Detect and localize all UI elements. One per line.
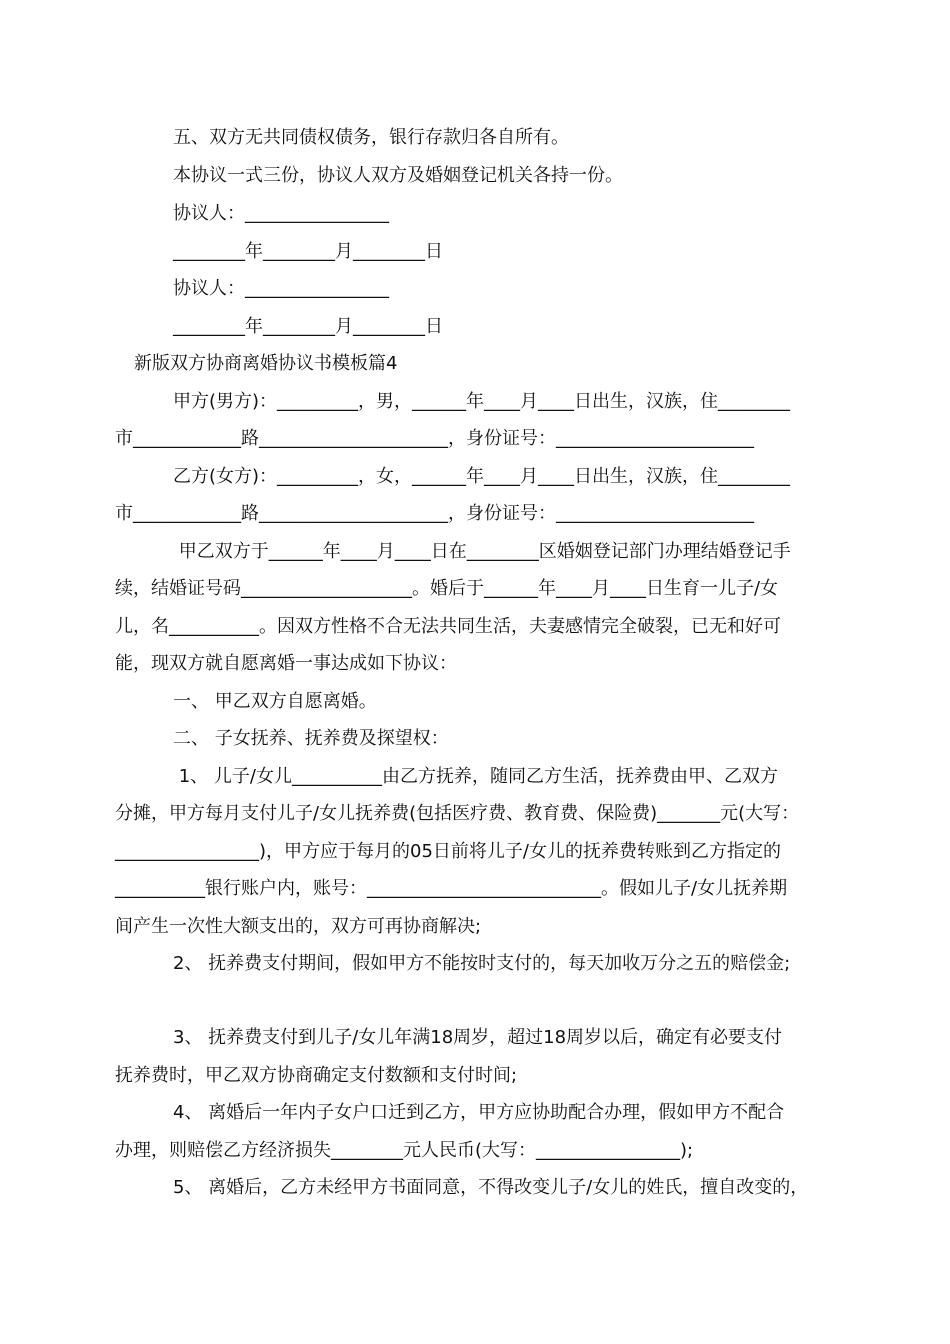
item-4-line-1: 4、 离婚后一年内子女户口迁到乙方，甲方应协助配合办理，假如甲方不配合 [173,1102,785,1123]
party-b-line-1: 乙方(女方)：_________，女，______年____月____日出生，汉族，住________ [173,466,791,487]
signatory-line-2: 协议人：________________ [173,278,389,299]
item-3-line-1: 3、 抚养费支付到儿子/女儿年满18周岁，超过18周岁以后，确定有必要支付 [173,1027,783,1048]
section-title: 新版双方协商离婚协议书模板篇4 [134,353,398,374]
clause-one: 一、 甲乙双方自愿离婚。 [173,691,377,712]
party-a-line-1: 甲方(男方)：_________，男，______年____月____日出生，汉族，住________ [173,391,791,412]
item-5-line-1: 5、 离婚后，乙方未经甲方书面同意，不得改变儿子/女儿的姓氏，擅自改变的， [173,1177,809,1198]
item-1-line-3: ________________)，甲方应于每月的05日前将儿子/女儿的抚养费转账到乙方指定的 [115,841,781,862]
item-3-line-2: 抚养费时，甲乙双方协商确定支付数额和支付时间; [115,1065,518,1086]
signatory-line-1: 协议人：________________ [173,203,389,224]
clause-five: 五、双方无共同债权债务，银行存款归各自所有。 [173,127,569,148]
item-1-line-4: __________银行账户内，账号：__________________________。假如儿子/女儿抚养期 [115,878,788,899]
marriage-para-line-4: 能，现双方就自愿离婚一事达成如下协议： [115,653,457,674]
copies-statement: 本协议一式三份，协议人双方及婚姻登记机关各持一份。 [173,165,623,186]
date-line-2: ________年________月________日 [173,316,443,337]
marriage-para-line-2: 续，结婚证号码___________________。婚后于______年____月____日生育一儿子/女 [115,578,779,599]
item-1-line-1: 1、 儿子/女儿__________由乙方抚养，随同乙方生活，抚养费由甲、乙双方 [173,766,778,787]
party-a-line-2: 市____________路_____________________，身份证号：______________________ [115,428,754,449]
item-4-line-2: 办理，则赔偿乙方经济损失________元人民币(大写：________________); [115,1140,694,1161]
marriage-para-line-1: 甲乙双方于______年____月____日在________区婚姻登记部门办理结婚登记手 [173,541,791,562]
marriage-para-line-3: 儿，名__________。因双方性格不合无法共同生活，夫妻感情完全破裂，已无和好可 [115,616,781,637]
item-1-line-2: 分摊，甲方每月支付儿子/女儿抚养费(包括医疗费、教育费、保险费)_______元(大写： [115,803,800,824]
item-2: 2、 抚养费支付期间，假如甲方不能按时支付的，每天加收万分之五的赔偿金; [173,953,791,974]
clause-two-heading: 二、 子女抚养、抚养费及探望权： [173,728,449,749]
date-line-1: ________年________月________日 [173,241,443,262]
item-1-line-5: 间产生一次性大额支出的，双方可再协商解决; [115,916,482,937]
party-b-line-2: 市____________路_____________________，身份证号：______________________ [115,503,754,524]
